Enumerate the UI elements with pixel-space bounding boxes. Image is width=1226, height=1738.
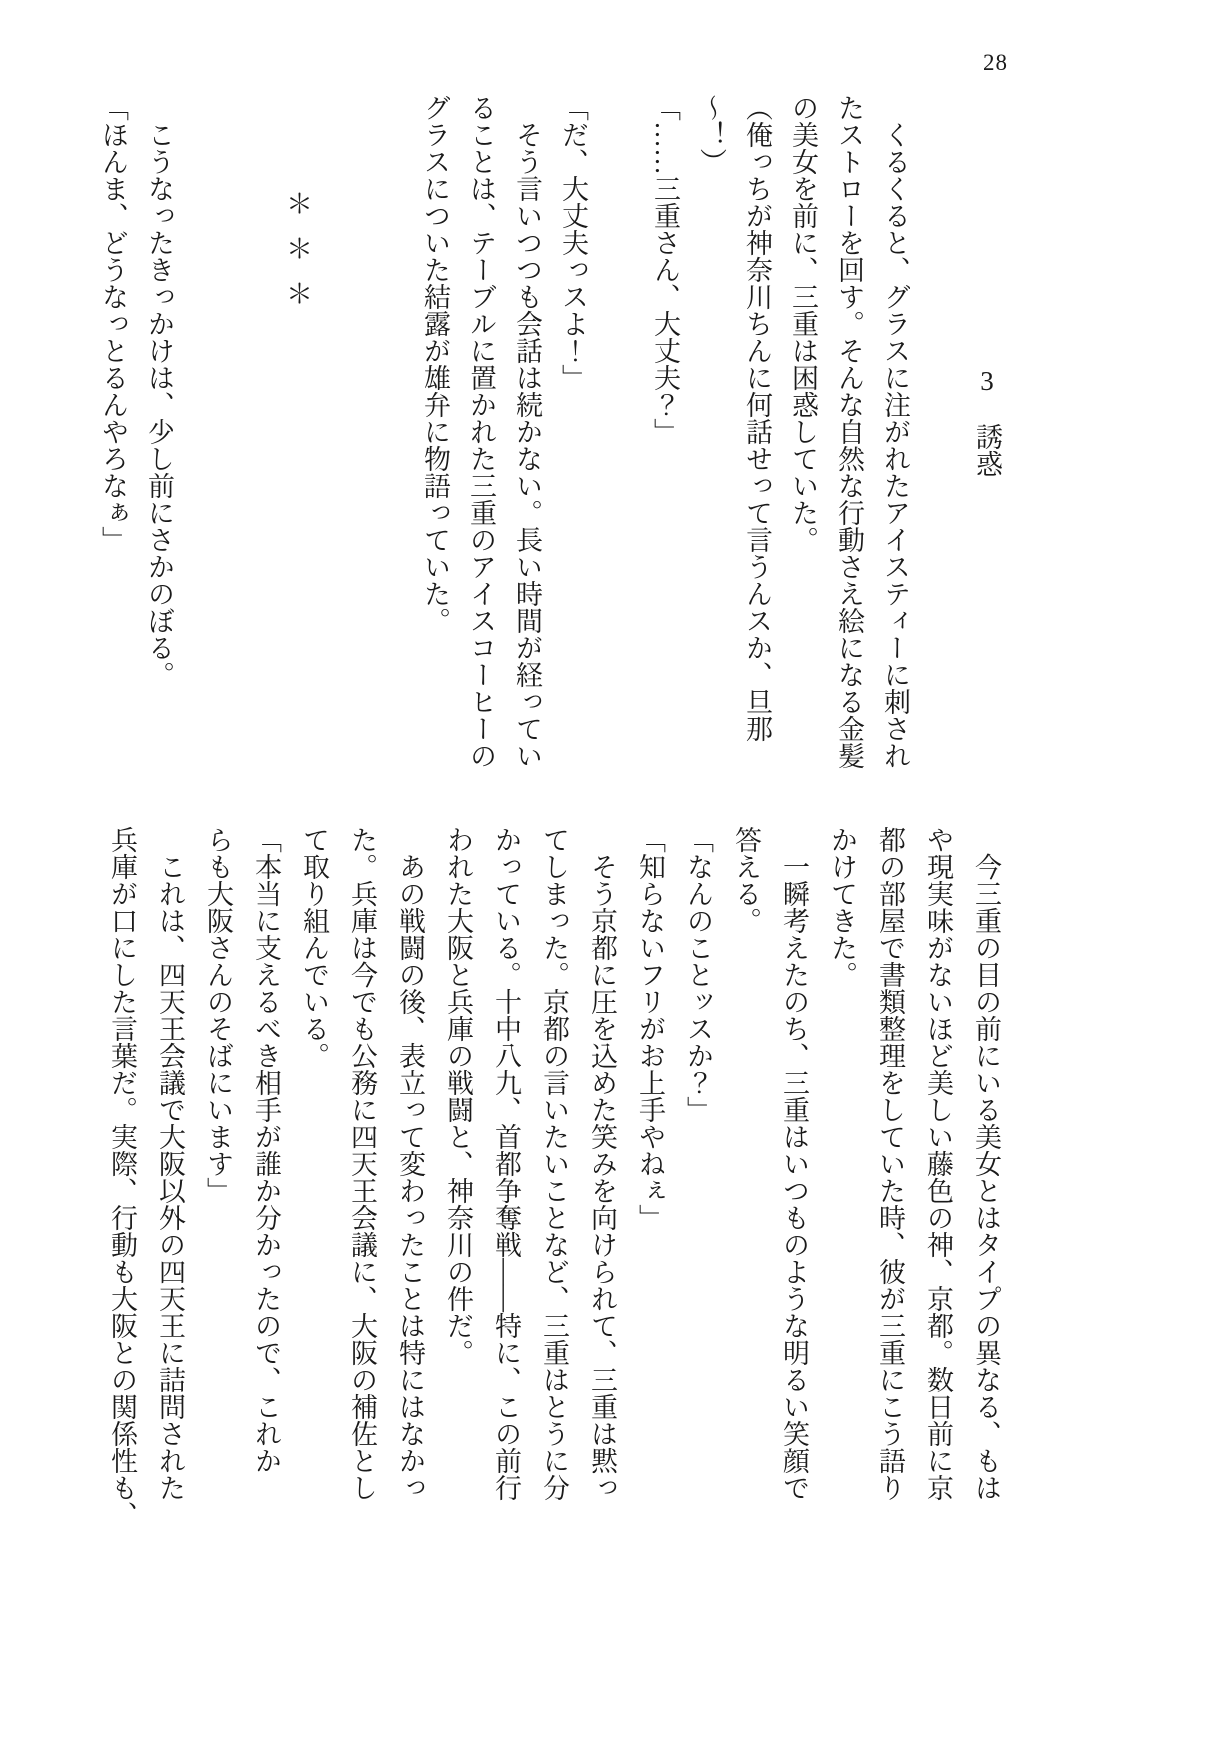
blank-line xyxy=(182,94,228,794)
text-line: の美女を前に、三重は困惑していた。 xyxy=(788,94,818,553)
upper-text-block xyxy=(90,94,1010,794)
text-line: 「本当に支えるべき相手が誰か分かったので、これか xyxy=(251,826,281,1474)
text-line: くるくると、グラスに注がれたアイスティーに刺され xyxy=(880,94,910,769)
text-line: らも大阪さんのそばにいます」 xyxy=(203,826,233,1204)
text-line: や現実味がないほど美しい藤色の神、京都。数日前に京 xyxy=(923,826,953,1501)
text-line: かっている。十中八九、首都争奪戦――特に、この前行 xyxy=(491,826,521,1501)
blank-line xyxy=(366,94,412,794)
text-line: かけてきた。 xyxy=(827,826,857,988)
chapter-heading xyxy=(964,94,1010,794)
blank-line xyxy=(228,94,274,794)
text-line: た。兵庫は今でも公務に四天王会議に、大阪の補佐とし xyxy=(347,826,377,1501)
text-line: 兵庫が口にした言葉だ。実際、行動も大阪との関係性も、 xyxy=(107,826,137,1528)
page-number: 28 xyxy=(983,50,1008,75)
text-line: 「……三重さん、大丈夫？」 xyxy=(650,94,680,445)
text-line: ることは、テーブルに置かれた三重のアイスコーヒーの xyxy=(466,94,496,769)
text-line: 一瞬考えたのち、三重はいつものような明るい笑顔で xyxy=(779,826,809,1501)
text-line: たストローを回す。そんな自然な行動さえ絵になる金髪 xyxy=(834,94,864,769)
blank-line xyxy=(596,94,642,794)
text-line: グラスについた結露が雄弁に物語っていた。 xyxy=(420,94,450,634)
text-line: 答える。 xyxy=(731,826,761,934)
text-line: そう京都に圧を込めた笑みを向けられて、三重は黙っ xyxy=(587,826,617,1501)
text-line: 「だ、大丈夫っスよ！」 xyxy=(558,94,588,391)
scene-break-separator: ＊＊＊ xyxy=(282,190,312,325)
text-line: 今三重の目の前にいる美女とはタイプの異なる、もは xyxy=(971,826,1001,1501)
text-line: て取り組んでいる。 xyxy=(299,826,329,1069)
text-line: 「ほんま、どうなっとるんやろなぁ」 xyxy=(98,94,128,553)
text-line: そう言いつつも会話は続かない。長い時間が経ってい xyxy=(512,94,542,769)
text-line: こうなったきっかけは、少し前にさかのぼる。 xyxy=(144,94,174,688)
text-line: 「知らないフリがお上手やねぇ」 xyxy=(635,826,665,1231)
text-line: 「なんのことッスか？」 xyxy=(683,826,713,1123)
text-line: これは、四天王会議で大阪以外の四天王に詰問された xyxy=(155,826,185,1501)
text-line: 〜！） xyxy=(696,94,726,175)
text-line: （俺っちが神奈川ちんに何話せって言うんスか、旦那 xyxy=(742,94,772,742)
blank-line xyxy=(918,94,964,794)
text-line: われた大阪と兵庫の戦闘と、神奈川の件だ。 xyxy=(443,826,473,1366)
blank-line xyxy=(320,94,366,794)
chapter-title: 誘惑 xyxy=(972,423,1002,477)
chapter-number: 3 xyxy=(972,366,1002,396)
text-line: あの戦闘の後、表立って変わったことは特にはなかっ xyxy=(395,826,425,1501)
text-line: 都の部屋で書類整理をしていた時、彼が三重にこう語り xyxy=(875,826,905,1501)
text-line: てしまった。京都の言いたいことなど、三重はとうに分 xyxy=(539,826,569,1501)
lower-text-block xyxy=(98,826,1010,1538)
